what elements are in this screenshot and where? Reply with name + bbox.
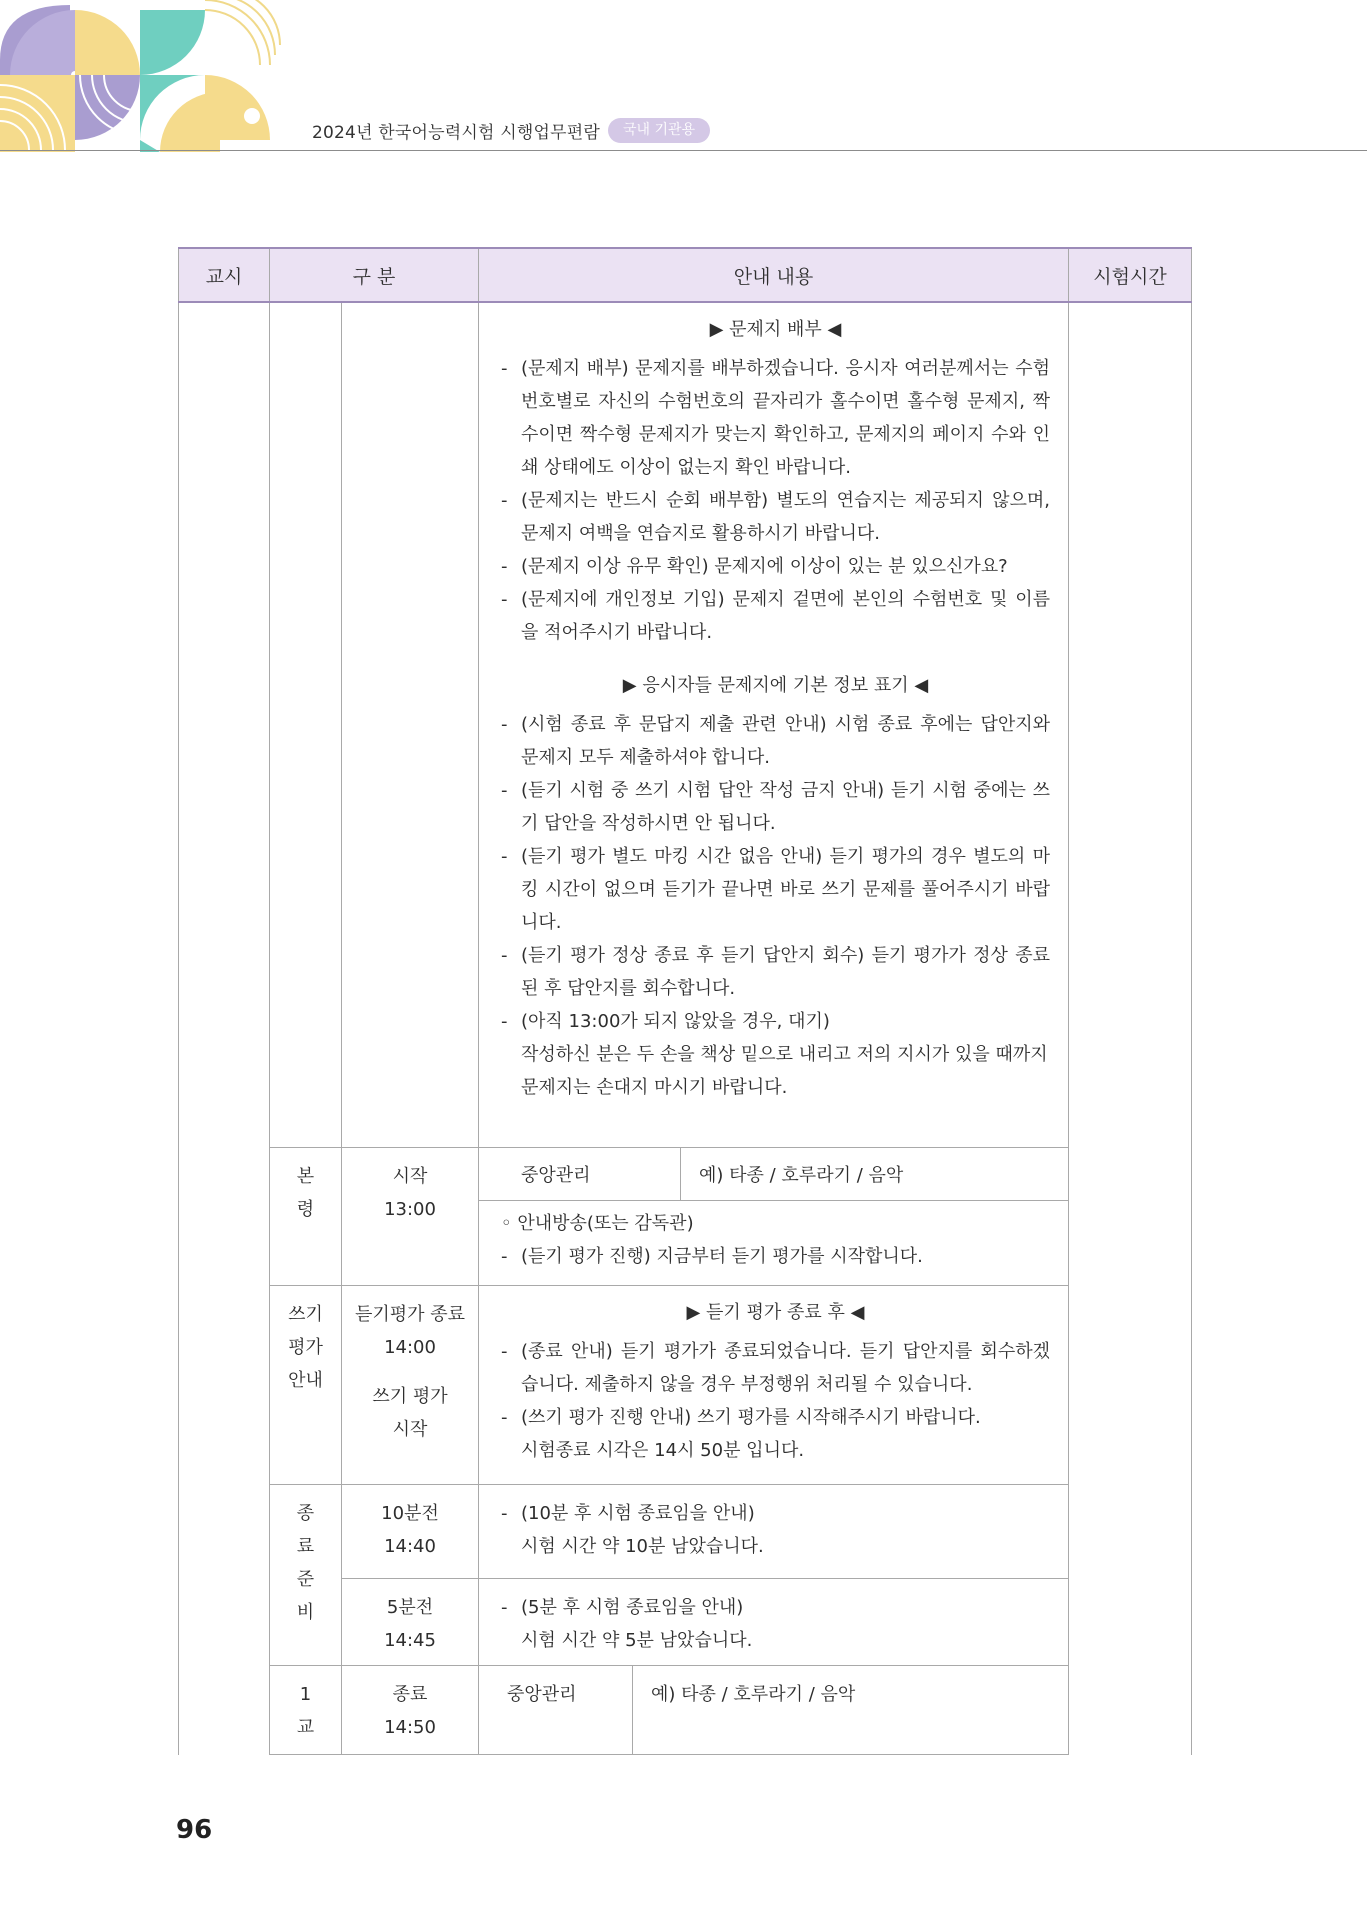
list-item-continuation: 시험 시간 약 5분 남았습니다. <box>521 1630 753 1651</box>
list-item-continuation: 시험 시간 약 10분 남았습니다. <box>521 1536 764 1557</box>
column-header-category: 구 분 <box>270 248 479 302</box>
header-divider <box>0 150 1367 151</box>
list-item: - (문제지 배부) 문제지를 배부하겠습니다. 응시자 여러분께서는 수험번호별로 자신의 수험번호의 끝자리가 홀수이면 홀수형 문제지, 짝수이면 짝수형 문제지가 맞는지 확인하고, 문제지의 페이지 수와 인쇄 상태에도 이상이 없는지 확인 바랍니다. <box>501 358 1050 478</box>
central-control-label: 중앙관리 <box>479 1148 681 1200</box>
page-number: 96 <box>176 1815 213 1845</box>
list-item: - (쓰기 평가 진행 안내) 쓰기 평가를 시작해주시기 바랍니다. <box>501 1407 981 1428</box>
section-title: ▶ 응시자들 문제지에 기본 정보 표기 ◀ <box>622 675 929 696</box>
guidance-cell <box>479 1579 1069 1666</box>
table-row <box>179 1485 1192 1579</box>
guidance-cell <box>479 1201 1069 1286</box>
schedule-table <box>178 247 1192 1755</box>
section-label: 쓰기 평가 안내 <box>270 1286 342 1485</box>
list-item: - (아직 13:00가 되지 않았을 경우, 대기) <box>501 1011 830 1032</box>
table-row <box>179 1148 1192 1201</box>
section-label: 종 료 준 비 <box>270 1485 342 1666</box>
period-cell <box>179 302 270 1755</box>
guidance-cell <box>479 1485 1069 1579</box>
section-title: ▶ 듣기 평가 종료 후 ◀ <box>686 1302 865 1323</box>
list-item-continuation: 작성하신 분은 두 손을 책상 밑으로 내리고 저의 지시가 있을 때까지 문제지는 손대지 마시기 바랍니다. <box>521 1044 1048 1098</box>
section-label: 본 령 <box>270 1148 342 1286</box>
list-item: - (5분 후 시험 종료임을 안내) <box>501 1597 744 1618</box>
list-item: - (문제지에 개인정보 기입) 문제지 겉면에 본인의 수험번호 및 이름을 적어주시기 바랍니다. <box>501 589 1050 643</box>
list-item: - (종료 안내) 듣기 평가가 종료되었습니다. 듣기 답안지를 회수하겠습니다. 제출하지 않을 경우 부정행위 처리될 수 있습니다. <box>501 1341 1050 1395</box>
list-item: - (듣기 평가 진행) 지금부터 듣기 평가를 시작합니다. <box>501 1246 923 1267</box>
list-item: - (듣기 평가 별도 마킹 시간 없음 안내) 듣기 평가의 경우 별도의 마킹 시간이 없으며 듣기가 끝나면 바로 쓰기 문제를 풀어주시기 바랍니다. <box>501 846 1050 933</box>
section-title: ▶ 문제지 배부 ◀ <box>709 319 842 340</box>
signal-example: 예) 타종 / 호루라기 / 음악 <box>651 1684 856 1705</box>
subsection-cell <box>342 302 479 1148</box>
section-time: 5분전 14:45 <box>342 1579 479 1666</box>
central-control-cell <box>479 1148 1069 1201</box>
list-item-continuation: 시험종료 시각은 14시 50분 입니다. <box>521 1440 805 1461</box>
audience-badge: 국내 기관용 <box>608 118 710 143</box>
list-item: - (듣기 시험 중 쓰기 시험 답안 작성 금지 안내) 듣기 시험 중에는 쓰기 답안을 작성하시면 안 됩니다. <box>501 780 1050 834</box>
table-row <box>179 1286 1192 1485</box>
list-item: - (문제지 이상 유무 확인) 문제지에 이상이 있는 분 있으신가요? <box>501 556 1008 577</box>
column-header-guidance: 안내 내용 <box>479 248 1069 302</box>
table-row <box>179 1666 1192 1755</box>
list-item: - (시험 종료 후 문답지 제출 관련 안내) 시험 종료 후에는 답안지와 문제지 모두 제출하셔야 합니다. <box>501 714 1050 768</box>
list-item: - (문제지는 반드시 순회 배부함) 별도의 연습지는 제공되지 않으며, 문제지 여백을 연습지로 활용하시기 바랍니다. <box>501 490 1050 544</box>
signal-example: 예) 타종 / 호루라기 / 음악 <box>699 1165 904 1186</box>
column-header-period: 교시 <box>179 248 270 302</box>
list-item: - (듣기 평가 정상 종료 후 듣기 답안지 회수) 듣기 평가가 정상 종료된 후 답안지를 회수합니다. <box>501 945 1050 999</box>
announcement-label: ◦ 안내방송(또는 감독관) <box>501 1213 694 1234</box>
section-cell <box>270 302 342 1148</box>
section-time: 10분전 14:40 <box>342 1485 479 1579</box>
period-label: 1 교 <box>270 1666 342 1755</box>
central-control-cell <box>479 1666 1069 1755</box>
time-cell <box>1069 302 1192 1755</box>
column-header-time: 시험시간 <box>1069 248 1192 302</box>
guidance-cell <box>479 1286 1069 1485</box>
list-item: - (10분 후 시험 종료임을 안내) <box>501 1503 755 1524</box>
section-time: 종료 14:50 <box>342 1666 479 1755</box>
table-row <box>179 302 1192 1148</box>
central-control-label: 중앙관리 <box>479 1666 633 1754</box>
document-title: 2024년 한국어능력시험 시행업무편람 <box>312 123 600 143</box>
header-decoration <box>0 0 300 152</box>
section-time: 듣기평가 종료 14:00 쓰기 평가 시작 <box>342 1286 479 1485</box>
guidance-cell <box>479 302 1069 1148</box>
section-time: 시작 13:00 <box>342 1148 479 1286</box>
table-header-row <box>179 248 1192 302</box>
